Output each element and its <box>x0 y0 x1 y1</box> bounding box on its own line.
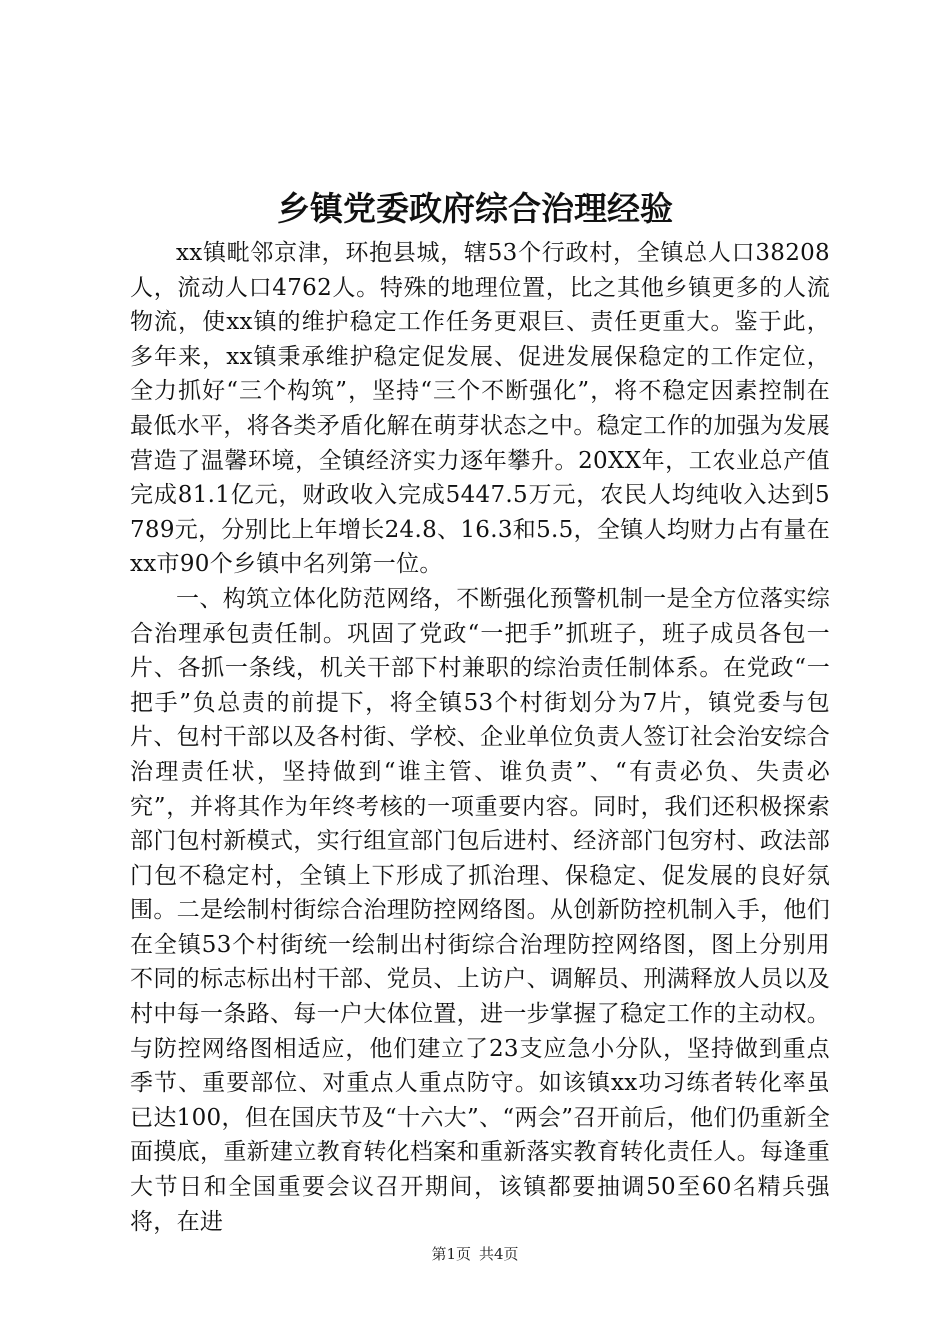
document-title: 乡镇党委政府综合治理经验 <box>277 189 673 228</box>
page-footer <box>0 1244 950 1264</box>
paragraph-section-one: 一、构筑立体化防范网络，不断强化预警机制一是全方位落实综合治理承包责任制。巩固了党政“一把手”抓班子，班子成员各包一片、各抓一条线，机关干部下村兼职的综治责任制体系。在党政“一把手”负总责的前提下，将全镇53个村街划分为7片，镇党委与包片、包村干部以及各村街、学校、企业单位负责人签订社会治安综合治理责任状，坚持做到“谁主管、谁负责”、“有责必负、失责必究”，并将其作为年终考核的一项重要内容。同时，我们还积极探索部门包村新模式，实行组宣部门包后进村、经济部门包穷村、政法部门包不稳定村，全镇上下形成了抓治理、保稳定、促发展的良好氛围。二是绘制村街综合治理防控网络图。从创新防控机制入手，他们在全镇53个村街统一绘制出村街综合治理防控网络图，图上分别用不同的标志标出村干部、党员、上访户、调解员、刑满释放人员以及村中每一条路、每一户大体位置，进一步掌握了稳定工作的主动权。与防控网络图相适应，他们建立了23支应急小分队，坚持做到重点季节、重要部位、对重点人重点防守。如该镇xx功习练者转化率虽已达100，但在国庆节及“十六大”、“两会”召开前后，他们仍重新全面摸底，重新建立教育转化档案和重新落实教育转化责任人。每逢重大节日和全国重要会议召开期间，该镇都要抽调50至60名精兵强将，在进 <box>130 585 830 1235</box>
document-body <box>130 236 830 1239</box>
paragraph-intro: xx镇毗邻京津，环抱县城，辖53个行政村，全镇总人口38208人，流动人口4762人。特殊的地理位置，比之其他乡镇更多的人流物流，使xx镇的维护稳定工作任务更艰巨、责任更重大。鉴于此，多年来，xx镇秉承维护稳定促发展、促进发展保稳定的工作定位，全力抓好“三个构筑”，坚持“三个不断强化”，将不稳定因素控制在最低水平，将各类矛盾化解在萌芽状态之中。稳定工作的加强为发展营造了温馨环境，全镇经济实力逐年攀升。20XX年，工农业总产值完成81.1亿元，财政收入完成5447.5万元，农民人均纯收入达到5789元，分别比上年增长24.8、16.3和5.5，全镇人均财力占有量在xx市90个乡镇中名列第一位。 <box>130 240 830 578</box>
page-total: 共4页 <box>479 1245 519 1263</box>
page-number: 第1页 <box>431 1245 471 1263</box>
